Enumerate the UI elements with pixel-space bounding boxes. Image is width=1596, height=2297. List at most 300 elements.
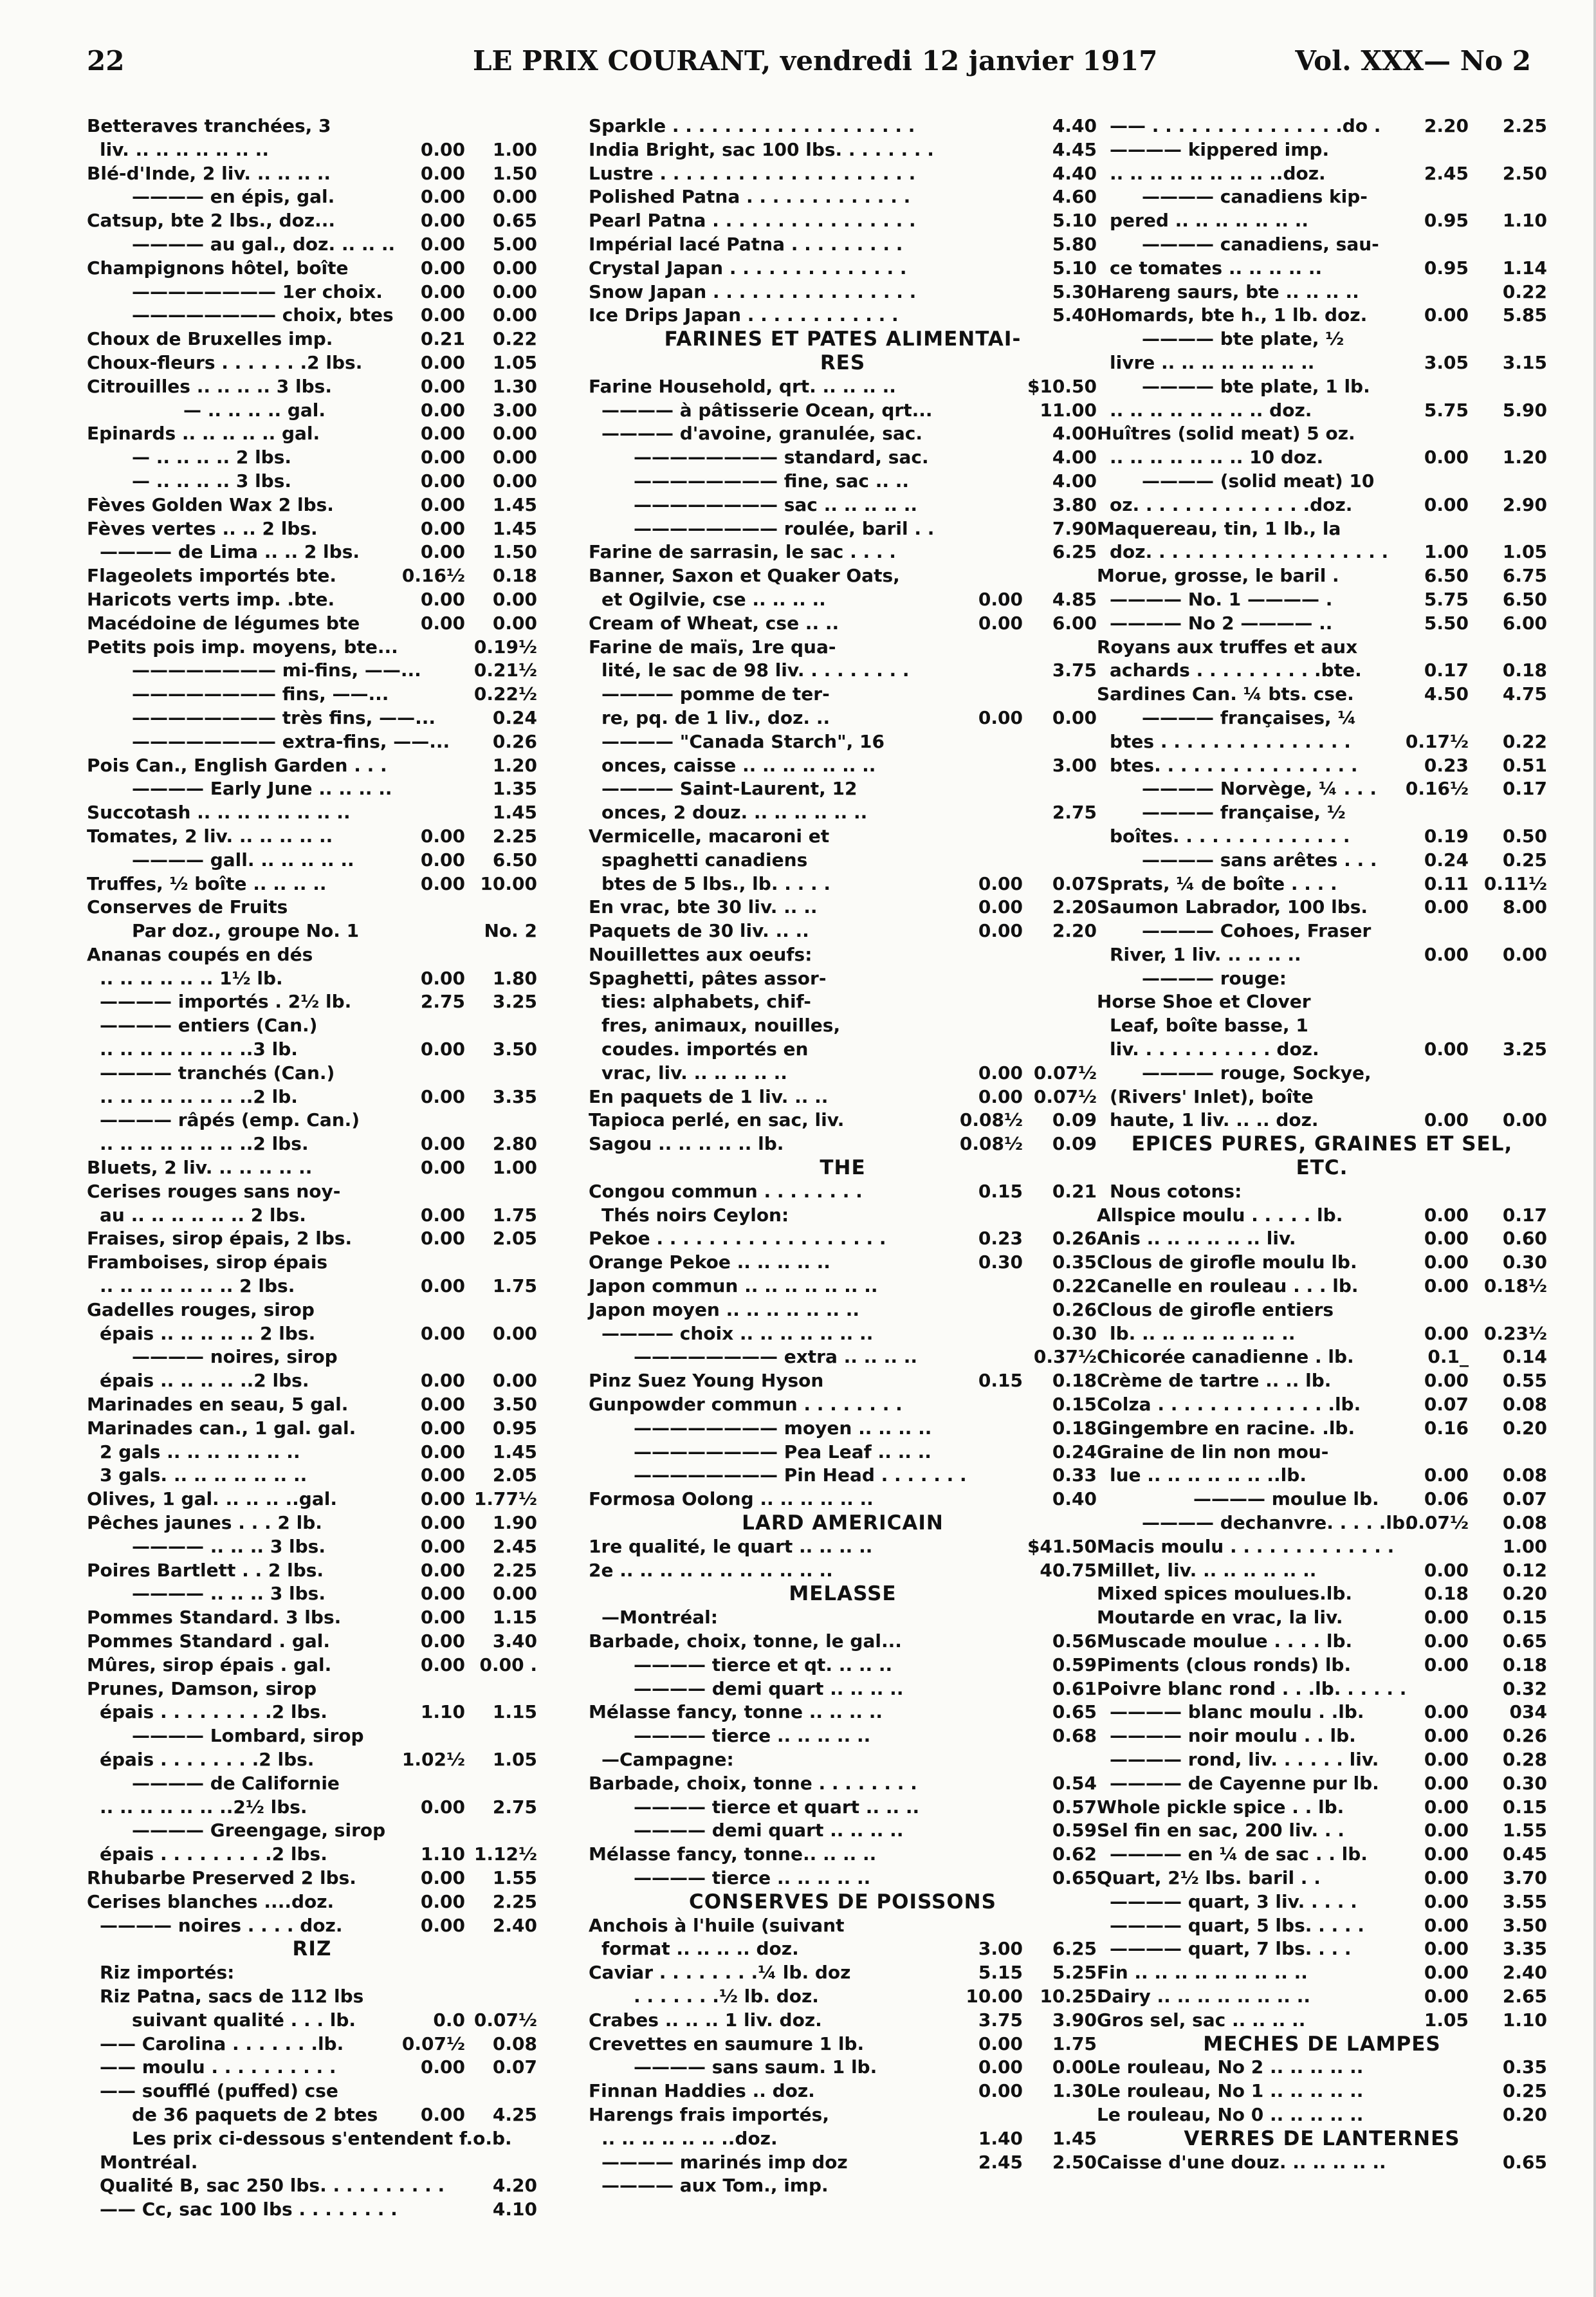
price-row (87, 115, 537, 138)
price-high: 0.00 (1052, 2056, 1097, 2078)
price-row (1097, 1511, 1547, 1535)
item-label: Millet, liv. .. .. .. .. .. .. (1097, 1559, 1317, 1581)
price-row (1097, 209, 1547, 233)
price-high: 0.50 (1502, 825, 1547, 847)
price-low: 0.00 (1424, 1038, 1469, 1060)
price-high: 4.75 (1502, 683, 1547, 705)
price-high: 0.17 (1502, 1204, 1547, 1226)
price-row (589, 1937, 1097, 1961)
price-low: 0.00 (420, 399, 465, 421)
price-high: 2.25 (492, 1890, 537, 1912)
price-low: 0.00 (420, 1394, 465, 1416)
price-row (1097, 1606, 1547, 1630)
item-label: Pearl Patna . . . . . . . . . . . . . . . . (589, 210, 916, 232)
price-row (1097, 115, 1547, 138)
item-label: ———— .. .. .. 3 lbs. (132, 1535, 326, 1557)
price-row (1097, 470, 1547, 494)
item-label: ———————— roulée, baril . . (634, 517, 935, 539)
price-row (1097, 872, 1547, 896)
item-label: ———— Saint-Laurent, 12 (601, 778, 858, 800)
item-label: Les prix ci-dessous s'entendent f.o.b. (132, 2127, 512, 2149)
price-low: 0.00 (420, 1914, 465, 1936)
item-label: ———— blanc moulu . .lb. (1110, 1701, 1364, 1723)
price-low: 0.00 (420, 257, 465, 279)
item-label: Pêches jaunes . . . 2 lb. (87, 1512, 322, 1534)
price-high: 1.45 (492, 517, 537, 539)
price-row (1097, 1582, 1547, 1606)
item-label: ———— entiers (Can.) (100, 1015, 318, 1037)
price-row (589, 1275, 1097, 1298)
price-high: 2.50 (1052, 2151, 1097, 2173)
item-label: MECHES DE LAMPES (1203, 2032, 1441, 2056)
item-label: btes . . . . . . . . . . . . . . . (1110, 730, 1351, 752)
price-row (87, 138, 537, 162)
price-row (589, 1227, 1097, 1251)
price-low: 0.00 (420, 1630, 465, 1652)
item-label: Caisse d'une douz. .. .. .. .. .. (1097, 2151, 1386, 2173)
price-row (87, 1109, 537, 1132)
item-label: —— Cc, sac 100 lbs . . . . . . . . (100, 2199, 398, 2220)
item-label: Quart, 2½ lbs. baril . . (1097, 1867, 1321, 1888)
price-high: $41.50 (1027, 1535, 1097, 1557)
price-low: 0.00 (420, 1559, 465, 1581)
item-label: ———— rond, liv. . . . . . liv. (1110, 1748, 1379, 1770)
price-row (1097, 683, 1547, 706)
price-row (1097, 706, 1547, 730)
price-row (1097, 1724, 1547, 1748)
price-row (1097, 1038, 1547, 1062)
price-row (589, 1464, 1097, 1488)
item-label: ———————— sac .. .. .. .. .. (634, 494, 918, 515)
item-label: ———— tierce .. .. .. .. .. (634, 1725, 871, 1747)
price-row (87, 1227, 537, 1251)
item-label: format .. .. .. .. doz. (601, 1938, 799, 1960)
price-row (589, 209, 1097, 233)
price-low: 0.00 (420, 281, 465, 302)
item-label: Nous cotons: (1110, 1180, 1242, 1202)
price-high: 2.40 (492, 1914, 537, 1936)
price-low: 1.10 (420, 1843, 465, 1865)
price-row (87, 1204, 537, 1228)
item-label: lb. .. .. .. .. .. .. .. .. (1110, 1322, 1296, 1344)
item-label: ———— française, ½ (1142, 802, 1346, 824)
price-row (589, 943, 1097, 967)
item-label: Sardines Can. ¼ bts. cse. (1097, 683, 1354, 705)
item-label: Harengs frais importés, (589, 2103, 829, 2125)
price-row (589, 1606, 1097, 1630)
price-low: 0.15 (978, 1370, 1023, 1392)
price-low: 0.16½ (401, 565, 465, 587)
item-label: coudes. importés en (601, 1038, 809, 1060)
price-row (589, 540, 1097, 564)
item-label: Orange Pekoe .. .. .. .. .. (589, 1251, 830, 1273)
item-label: En vrac, bte 30 liv. .. .. (589, 896, 818, 918)
price-high: No. 2 (484, 920, 537, 942)
price-row (1097, 1630, 1547, 1654)
price-row (589, 825, 1097, 849)
price-high: 1.50 (492, 541, 537, 563)
price-row (87, 233, 537, 257)
price-row (589, 1772, 1097, 1796)
price-high: 2.50 (1502, 162, 1547, 184)
item-label: vrac, liv. .. .. .. .. .. (601, 1062, 787, 1084)
price-high: 0.65 (1052, 1867, 1097, 1888)
item-label: ———— demi quart .. .. .. .. (634, 1677, 904, 1699)
price-low: 0.00 (1424, 943, 1469, 965)
price-low: 0.00 (978, 612, 1023, 634)
price-row (87, 1488, 537, 1511)
item-label: liv. .. .. .. .. .. .. .. (100, 138, 269, 160)
item-label: Le rouleau, No 0 .. .. .. .. .. (1097, 2103, 1364, 2125)
price-row (87, 1654, 537, 1677)
item-label: ———— tierce .. .. .. .. .. (634, 1867, 871, 1888)
item-label: Maquereau, tin, 1 lb., la (1097, 517, 1341, 539)
price-row (1097, 1417, 1547, 1441)
price-low: 0.00 (420, 1583, 465, 1605)
item-label: ce tomates .. .. .. .. .. (1110, 257, 1323, 279)
item-label: ———— No. 1 ———— . (1110, 588, 1333, 610)
item-label: —— Carolina . . . . . . .lb. (100, 2033, 344, 2054)
item-label: ———— aux Tom., imp. (601, 2175, 829, 2197)
item-label: ———— au gal., doz. .. .. .. (132, 233, 396, 255)
price-row (1097, 1441, 1547, 1464)
item-label: Sprats, ¼ de boîte . . . . (1097, 872, 1337, 894)
price-row (589, 896, 1097, 919)
price-high: 5.90 (1502, 399, 1547, 421)
price-high: 1.05 (492, 351, 537, 373)
price-high: 0.00 (1502, 1109, 1547, 1131)
price-row (589, 1701, 1097, 1724)
price-row (589, 1796, 1097, 1820)
price-low: 0.00 (1424, 1725, 1469, 1747)
price-row (589, 399, 1097, 423)
price-low: 1.10 (420, 1701, 465, 1723)
price-high: 2.25 (492, 1559, 537, 1581)
price-high: 0.22 (1052, 1275, 1097, 1297)
price-high: 10.25 (1040, 1985, 1097, 2007)
price-low: 5.50 (1424, 612, 1469, 634)
price-low: 0.11 (1424, 872, 1469, 894)
item-label: VERRES DE LANTERNES (1184, 2126, 1460, 2150)
price-high: 1.77½ (473, 1488, 537, 1510)
price-high: 0.28 (1502, 1748, 1547, 1770)
price-high: 0.15 (1502, 1796, 1547, 1818)
item-label: — .. .. .. .. 3 lbs. (132, 470, 292, 492)
price-row (87, 564, 537, 588)
price-row (589, 1748, 1097, 1772)
price-row (589, 849, 1097, 872)
item-label: Marinades en seau, 5 gal. (87, 1394, 349, 1416)
price-low: 0.00 (1424, 1204, 1469, 1226)
price-low: 0.00 (420, 2103, 465, 2125)
item-label: Cerises blanches ....doz. (87, 1890, 335, 1912)
price-high: 0.07 (1052, 872, 1097, 894)
price-row (1097, 919, 1547, 943)
price-low: 0.00 (420, 1204, 465, 1226)
price-row (1097, 162, 1547, 186)
price-row (589, 1345, 1097, 1369)
price-high: 1.10 (1502, 210, 1547, 232)
price-row (1097, 1251, 1547, 1275)
item-label: oz. . . . . . . . . . . . . .doz. (1110, 494, 1353, 515)
price-row (1097, 564, 1547, 588)
item-label: fres, animaux, nouilles, (601, 1015, 841, 1037)
price-low: 5.15 (978, 1962, 1023, 1984)
item-label: ———— dechanvre. . . . .lb. (1142, 1512, 1412, 1534)
item-label: .. .. .. .. .. .. .. ..2 lbs. (100, 1133, 309, 1155)
price-row (87, 706, 537, 730)
price-high: 3.25 (492, 991, 537, 1013)
price-row (87, 1630, 537, 1654)
price-low: 0.00 (420, 1464, 465, 1486)
item-label: Japon commun .. .. .. .. .. .. .. (589, 1275, 878, 1297)
item-label: Caviar . . . . . . . .¼ lb. doz (589, 1962, 851, 1984)
price-high: 6.00 (1502, 612, 1547, 634)
item-label: ———— tierce et qt. .. .. .. (634, 1654, 893, 1675)
price-row (589, 1085, 1097, 1109)
price-row (87, 2056, 537, 2080)
price-row (87, 1890, 537, 1914)
price-high: 1.10 (1502, 2009, 1547, 2031)
price-low: 0.21 (420, 328, 465, 350)
price-high: 4.10 (492, 2199, 537, 2220)
price-row (589, 683, 1097, 706)
price-high: 0.14 (1502, 1346, 1547, 1368)
item-label: épais .. .. .. .. ..2 lbs. (100, 1370, 309, 1392)
item-label: ties: alphabets, chif- (601, 991, 811, 1013)
price-row (87, 2009, 537, 2033)
price-row (1097, 2151, 1547, 2175)
price-high: 0.30 (1052, 1322, 1097, 1344)
price-low: 0.00 (420, 1607, 465, 1628)
price-high: 0.95 (492, 1417, 537, 1439)
price-low: 0.08½ (959, 1133, 1023, 1155)
item-label: livre .. .. .. .. .. .. .. .. (1110, 351, 1315, 373)
price-high: 4.40 (1052, 162, 1097, 184)
price-high: 0.35 (1052, 1251, 1097, 1273)
price-row (589, 162, 1097, 186)
item-label: LARD AMERICAIN (742, 1511, 944, 1535)
price-row (87, 257, 537, 281)
item-label: Anis .. .. .. .. .. .. liv. (1097, 1228, 1296, 1250)
item-label: Framboises, sirop épais (87, 1251, 328, 1273)
item-label: lité, le sac de 98 liv. . . . . . . . . (601, 660, 910, 681)
price-row (589, 919, 1097, 943)
price-row (1097, 399, 1547, 423)
price-row (1097, 138, 1547, 162)
price-row (1097, 375, 1547, 399)
price-high: 3.75 (1052, 660, 1097, 681)
price-row (589, 375, 1097, 399)
price-row (589, 1985, 1097, 2009)
price-row (1097, 281, 1547, 304)
price-high: 0.00 (492, 423, 537, 445)
item-label: Nouillettes aux oeufs: (589, 943, 812, 965)
item-label: ———— (solid meat) 10 (1142, 470, 1375, 492)
price-high: 2.80 (492, 1133, 537, 1155)
price-row (589, 470, 1097, 494)
price-low: 0.00 (1424, 1559, 1469, 1581)
price-row (87, 1867, 537, 1890)
item-label: ———— de Lima .. .. 2 lbs. (100, 541, 360, 563)
price-high: 0.24 (492, 706, 537, 728)
item-label: Rhubarbe Preserved 2 lbs. (87, 1867, 356, 1888)
item-label: 2e .. .. .. .. .. .. .. .. .. .. .. (589, 1559, 833, 1581)
price-high: 0.55 (1502, 1370, 1547, 1392)
price-high: 40.75 (1040, 1559, 1097, 1581)
price-high: 1.15 (492, 1607, 537, 1628)
price-row (87, 967, 537, 991)
price-low: 0.00 (978, 1062, 1023, 1084)
price-low: 0.23 (978, 1228, 1023, 1250)
price-low: 0.00 (1424, 1228, 1469, 1250)
item-label: haute, 1 liv. .. .. doz. (1110, 1109, 1319, 1131)
item-label: ———— rouge: (1142, 967, 1287, 989)
item-label: En paquets de 1 liv. .. .. (589, 1085, 829, 1107)
price-row (589, 1369, 1097, 1393)
price-row (589, 1180, 1097, 1204)
price-high: 0.00 (1502, 943, 1547, 965)
price-row (589, 659, 1097, 683)
item-label: épais . . . . . . . .2 lbs. (100, 1748, 315, 1770)
item-label: Bluets, 2 liv. .. .. .. .. .. (87, 1157, 313, 1179)
price-high: 1.12½ (473, 1843, 537, 1865)
item-label: Homards, bte h., 1 lb. doz. (1097, 304, 1368, 326)
item-label: RES (820, 351, 866, 374)
item-label: .. .. .. .. .. .. .. ..3 lb. (100, 1038, 298, 1060)
item-label: ———————— fins, ——... (132, 683, 389, 705)
price-row (1097, 849, 1547, 872)
item-label: .. .. .. .. .. .. .. 10 doz. (1110, 447, 1324, 468)
price-row (1097, 1488, 1547, 1511)
price-row (87, 1511, 537, 1535)
price-high: 0.18 (1052, 1417, 1097, 1439)
price-low: 0.00 (978, 588, 1023, 610)
item-label: Betteraves tranchées, 3 (87, 115, 331, 136)
price-row (1097, 446, 1547, 470)
item-label: ———————— mi-fins, ——... (132, 660, 421, 681)
price-row (87, 730, 537, 754)
price-row (589, 494, 1097, 517)
price-high: 0.35 (1502, 2056, 1547, 2078)
price-low: 0.00 (978, 1085, 1023, 1107)
item-label: ———— Greengage, sirop (132, 1820, 386, 1841)
price-row (1097, 494, 1547, 517)
price-low: 0.00 (1424, 1867, 1469, 1888)
item-label: ———————— fine, sac .. .. (634, 470, 910, 492)
price-row (589, 2033, 1097, 2056)
price-row (87, 1772, 537, 1796)
item-label: ———————— choix, btes (132, 304, 394, 326)
price-high: 1.05 (492, 1748, 537, 1770)
item-label: Choux de Bruxelles imp. (87, 328, 333, 350)
price-low: 0.00 (420, 1512, 465, 1534)
price-low: 0.00 (420, 351, 465, 373)
price-low: 0.00 (420, 1322, 465, 1344)
price-row (87, 351, 537, 375)
item-label: ———————— Pea Leaf .. .. .. (634, 1441, 931, 1462)
item-label: .. .. .. .. .. .. .. .. ..doz. (1110, 162, 1326, 184)
price-high: 0.30 (1502, 1772, 1547, 1794)
price-low: 0.30 (978, 1251, 1023, 1273)
item-label: ———— quart, 7 lbs. . . . (1110, 1938, 1352, 1960)
price-high: 4.00 (1052, 423, 1097, 445)
price-low: 1.02½ (401, 1748, 465, 1770)
price-high: 0.07½ (1033, 1085, 1097, 1107)
item-label: ———— noir moulu . . lb. (1110, 1725, 1356, 1747)
item-label: onces, caisse .. .. .. .. .. .. .. (601, 754, 876, 776)
price-low: 0.0 (433, 2009, 465, 2031)
item-label: ETC. (1296, 1156, 1348, 1180)
item-label: Farine de sarrasin, le sac . . . . (589, 541, 896, 563)
item-label: .. .. .. .. .. .. .. ..2 lb. (100, 1085, 298, 1107)
price-low: 0.00 (420, 1417, 465, 1439)
price-high: 2.75 (492, 1796, 537, 1818)
item-label: Piments (clous ronds) lb. (1097, 1654, 1352, 1675)
price-high: 5.10 (1052, 257, 1097, 279)
price-high: 0.51 (1502, 754, 1547, 776)
item-label: Pommes Standard. 3 lbs. (87, 1607, 342, 1628)
price-row (87, 327, 537, 351)
price-high: 1.00 (1502, 1535, 1547, 1557)
item-label: Vermicelle, macaroni et (589, 825, 830, 847)
price-high: 0.19½ (473, 636, 537, 658)
item-label: Congou commun . . . . . . . . (589, 1180, 863, 1202)
price-low: 0.23 (1424, 754, 1469, 776)
item-label: au .. .. .. .. .. .. 2 lbs. (100, 1204, 306, 1226)
price-row (87, 1701, 537, 1724)
price-low: 0.07 (1424, 1394, 1469, 1416)
price-row (1097, 1204, 1547, 1228)
price-low: 0.00 (420, 186, 465, 208)
item-label: .. .. .. .. .. .. ..2½ lbs. (100, 1796, 307, 1818)
price-row (589, 1417, 1097, 1441)
price-low: 0.00 (1424, 304, 1469, 326)
price-high: 0.25 (1502, 2080, 1547, 2102)
price-low: 0.00 (420, 872, 465, 894)
item-label: Huîtres (solid meat) 5 oz. (1097, 423, 1355, 445)
price-high: $10.50 (1027, 375, 1097, 397)
price-row (87, 1275, 537, 1298)
price-row (1097, 2103, 1547, 2127)
price-row (589, 612, 1097, 636)
item-label: ———— en ¼ de sac . . lb. (1110, 1843, 1368, 1865)
price-row (87, 2080, 537, 2103)
item-label: ———— gall. .. .. .. .. .. (132, 849, 354, 871)
price-row (1097, 304, 1547, 327)
price-low: 6.50 (1424, 565, 1469, 587)
price-low: 0.00 (420, 1654, 465, 1675)
item-label: Leaf, boîte basse, 1 (1110, 1015, 1308, 1037)
price-row (1097, 1109, 1547, 1132)
price-high: 0.00 (492, 447, 537, 468)
price-row (87, 1914, 537, 1938)
price-high: 2.25 (1502, 115, 1547, 136)
price-high: 1.30 (1052, 2080, 1097, 2102)
price-high: 0.07 (492, 2056, 537, 2078)
page-title: LE PRIX COURANT, vendredi 12 janvier 1917 (473, 45, 1158, 77)
price-low: 1.40 (978, 2127, 1023, 2149)
item-label: ———— canadiens, sau- (1142, 233, 1379, 255)
item-label: Macis moulu . . . . . . . . . . . . . (1097, 1535, 1395, 1557)
item-label: Horse Shoe et Clover (1097, 991, 1311, 1013)
item-label: suivant qualité . . . lb. (132, 2009, 356, 2031)
item-label: Allspice moulu . . . . . lb. (1097, 1204, 1343, 1226)
item-label: ———— "Canada Starch", 16 (601, 730, 885, 752)
price-row (87, 2151, 537, 2175)
section-heading (589, 1156, 1097, 1180)
item-label: ———— Cohoes, Fraser (1142, 920, 1371, 942)
